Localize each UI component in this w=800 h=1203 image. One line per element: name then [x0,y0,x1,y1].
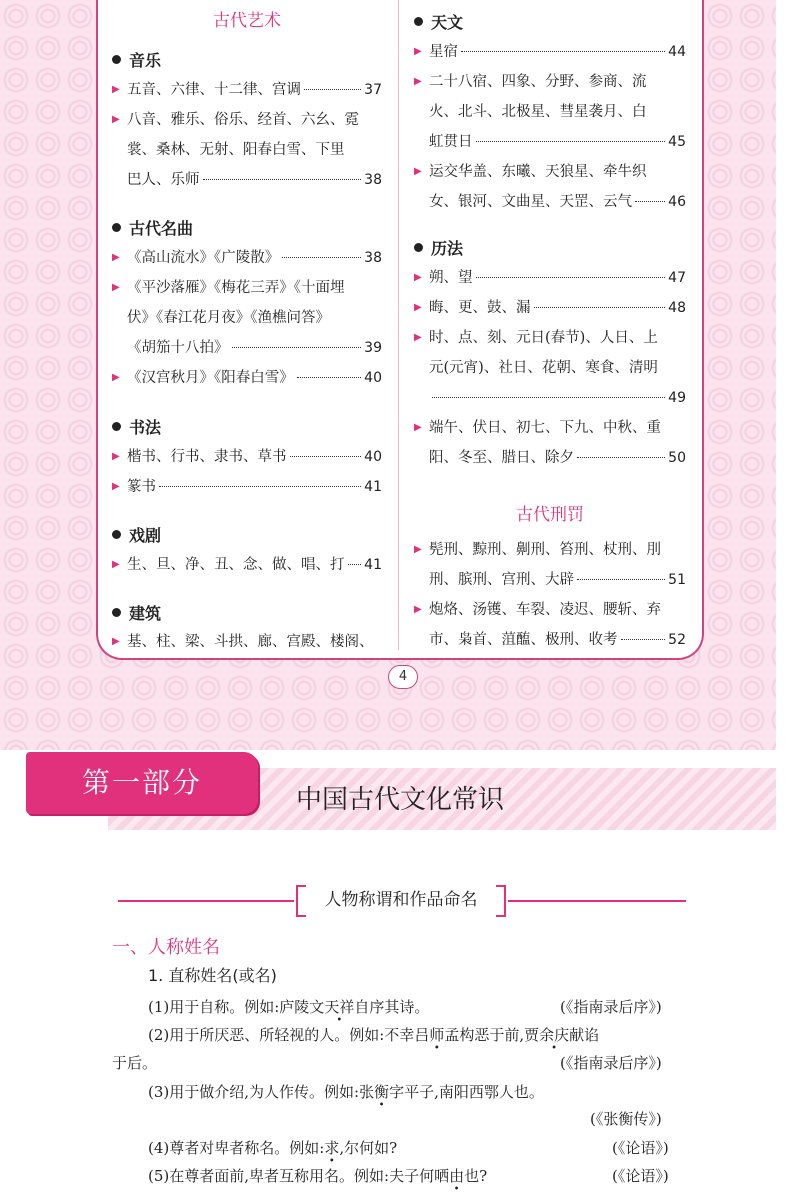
part-title: 中国古代文化常识 [296,785,505,815]
citation-source: (《指南录后序》) [560,998,662,1016]
toc-entry[interactable]: ▶ 炮烙、汤镬、车裂、凌迟、腰斩、弃 市、枭首、菹醢、极刑、收考 52 [414,595,686,655]
arrow-right-icon: ▶ [414,46,422,57]
toc-category: 天文 [414,10,463,33]
toc-entry[interactable]: ▶ 运交华盖、东曦、天狼星、牵牛织 女、银河、文曲星、天罡、云气 46 [414,157,686,217]
part-label: 第一部分 [26,752,258,814]
paragraph-item: (3)用于做介绍,为人作传。例如:张衡字平子,南阳西鄂人也。 [148,1083,544,1101]
arrow-right-icon: ▶ [414,166,422,177]
arrow-right-icon: ▶ [112,252,120,263]
toc-entry[interactable]: ▶ 星宿 44 [414,37,686,67]
toc-entry[interactable]: ▶ 五音、六律、十二律、宫调 37 [112,75,382,105]
toc-category: 戏剧 [112,523,161,546]
toc-entry[interactable]: ▶ 《平沙落雁》《梅花三弄》《十面埋 伏》《春江花月夜》《渔樵问答》 《胡笳十八拍》 39 [112,273,382,363]
toc-section-title: 古代艺术 [213,11,281,31]
toc-entry[interactable]: ▶ 八音、雅乐、俗乐、经首、六幺、霓 裳、桑林、无射、阳春白雪、下里 巴人、乐师 38 [112,105,382,195]
toc-entry[interactable]: ▶ 生、旦、净、丑、念、做、唱、打 41 [112,550,382,580]
toc-category: 古代名曲 [112,216,193,239]
bullet-icon [414,243,423,252]
citation-source: (《张衡传》) [590,1110,662,1128]
toc-category: 历法 [414,236,463,259]
toc-entry[interactable]: ▶ 《高山流水》《广陵散》 38 [112,243,382,273]
arrow-right-icon: ▶ [112,481,120,492]
bullet-icon [112,530,121,539]
arrow-right-icon: ▶ [414,604,422,615]
heading-rule-right [508,900,686,902]
toc-entry[interactable]: ▶ 楷书、行书、隶书、草书 40 [112,442,382,472]
paragraph-item: (4)尊者对卑者称名。例如:求,尔何如? [148,1139,398,1157]
arrow-right-icon: ▶ [414,272,422,283]
section-heading: 一、人称姓名 [112,937,220,958]
toc-section-title: 古代刑罚 [516,505,584,525]
arrow-right-icon: ▶ [112,372,120,383]
subheading: 1. 直称姓名(或名) [148,966,277,985]
citation-source: (《论语》) [612,1167,669,1185]
toc-entry[interactable]: ▶ 篆书 41 [112,472,382,502]
arrow-right-icon: ▶ [414,332,422,343]
heading-rule-left [118,900,294,902]
bullet-icon [112,55,121,64]
toc-column-divider [398,0,399,650]
bullet-icon [414,17,423,26]
toc-category: 音乐 [112,48,161,71]
toc-entry[interactable]: ▶ 《汉宫秋月》《阳春白雪》 40 [112,363,382,393]
arrow-right-icon: ▶ [414,544,422,555]
arrow-right-icon: ▶ [414,302,422,313]
citation-source: (《论语》) [612,1139,669,1157]
toc-entry[interactable]: ▶ 基、柱、梁、斗拱、廊、宫殿、楼阁、 [112,627,382,657]
arrow-right-icon: ▶ [112,84,120,95]
arrow-right-icon: ▶ [112,114,120,125]
toc-entry[interactable]: ▶ 髡刑、黥刑、劓刑、笞刑、杖刑、刖 刑、膑刑、宫刑、大辟 51 [414,535,686,595]
page-number: 4 [388,665,418,689]
arrow-right-icon: ▶ [414,76,422,87]
toc-entry[interactable]: ▶ 端午、伏日、初七、下九、中秋、重 阳、冬至、腊日、除夕 50 [414,413,686,473]
paragraph-item: (2)用于所厌恶、所轻视的人。例如:不幸吕师孟构恶于前,贾余庆献谄 [148,1026,600,1044]
arrow-right-icon: ▶ [112,451,120,462]
toc-entry[interactable]: ▶ 朔、望 47 [414,263,686,293]
subsection-heading: 人物称谓和作品命名 [296,885,506,915]
toc-entry[interactable]: ▶ 二十八宿、四象、分野、参商、流 火、北斗、北极星、彗星袭月、白 虹贯日 45 [414,67,686,157]
bullet-icon [112,223,121,232]
toc-entry[interactable]: ▶ 时、点、刻、元日(春节)、人日、上 元(元宵)、社日、花朝、寒食、清明 49 [414,323,686,413]
paragraph-item: (1)用于自称。例如:庐陵文天祥自序其诗。 [148,998,430,1016]
toc-category: 书法 [112,415,161,438]
page-margin [776,0,800,1203]
arrow-right-icon: ▶ [112,636,120,647]
paragraph-item: (5)在尊者面前,卑者互称用名。例如:夫子何哂由也? [148,1167,488,1185]
arrow-right-icon: ▶ [112,282,120,293]
citation-source: (《指南录后序》) [560,1054,662,1072]
paragraph-continuation: 于后。 [112,1054,158,1072]
bullet-icon [112,422,121,431]
toc-entry[interactable]: ▶ 晦、更、鼓、漏 48 [414,293,686,323]
toc-category: 建筑 [112,601,161,624]
arrow-right-icon: ▶ [414,422,422,433]
arrow-right-icon: ▶ [112,559,120,570]
bullet-icon [112,608,121,617]
